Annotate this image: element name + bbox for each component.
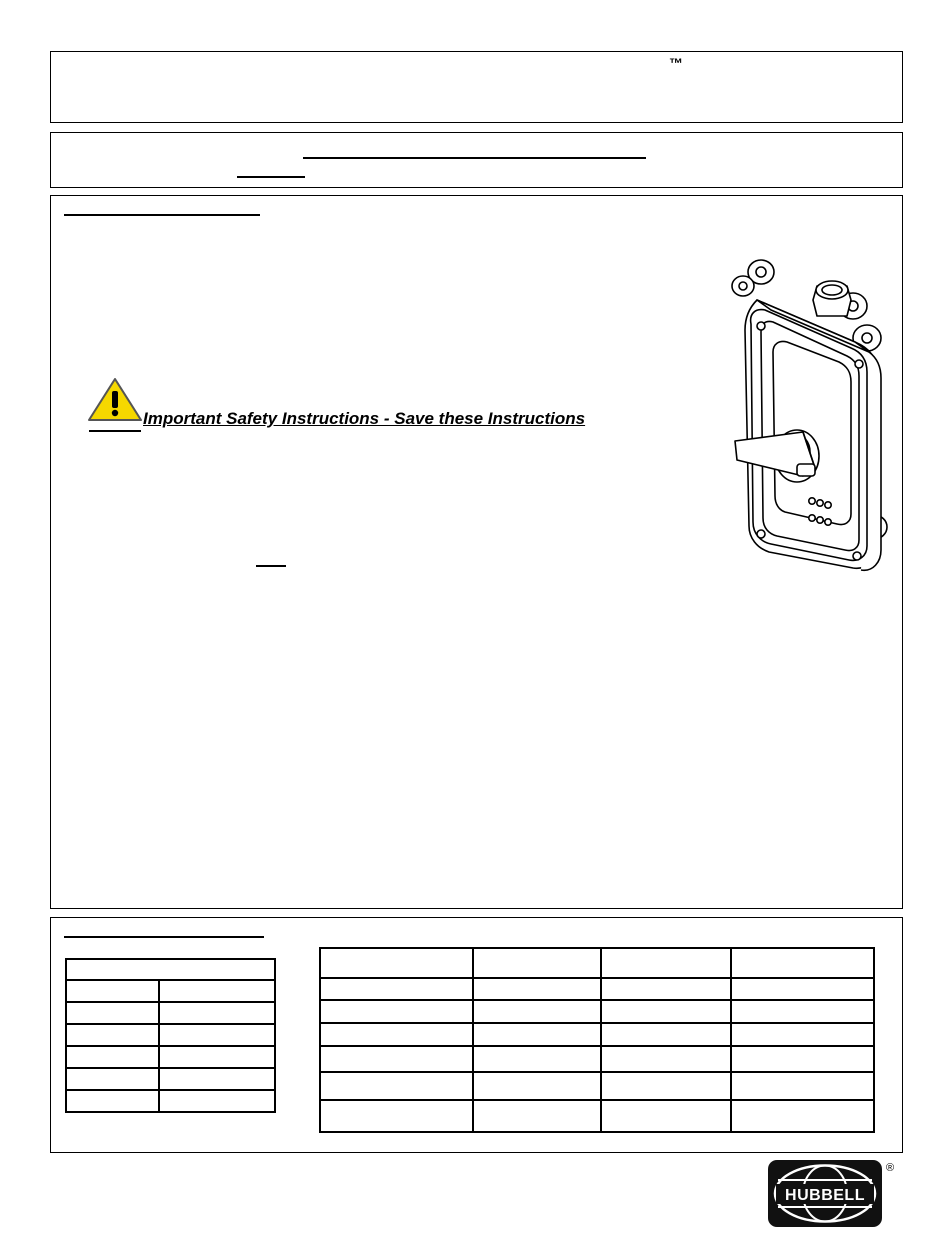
table-cell xyxy=(731,1000,874,1023)
table-cell xyxy=(731,948,874,978)
table-cell xyxy=(601,1046,731,1072)
logo-wordmark: HUBBELL xyxy=(785,1187,865,1204)
table-cell xyxy=(159,980,275,1002)
title-box xyxy=(50,51,903,123)
catalog-table xyxy=(319,947,875,1133)
table-cell xyxy=(320,1072,473,1100)
table-cell xyxy=(66,1090,159,1112)
trademark-symbol: ™ xyxy=(669,55,683,71)
table-cell xyxy=(473,1000,601,1023)
table-cell xyxy=(473,978,601,1000)
table-cell xyxy=(66,1002,159,1024)
table-cell xyxy=(731,1072,874,1100)
table-cell xyxy=(320,1046,473,1072)
table-cell xyxy=(320,978,473,1000)
safety-heading: Important Safety Instructions - Save these Instructions xyxy=(143,409,586,428)
table-cell xyxy=(159,1068,275,1090)
table-cell xyxy=(601,978,731,1000)
table-cell xyxy=(601,1023,731,1046)
table-row xyxy=(320,1100,874,1132)
table-cell xyxy=(473,948,601,978)
registered-mark: ® xyxy=(885,1162,895,1174)
table-row xyxy=(320,1023,874,1046)
table-cell xyxy=(66,1046,159,1068)
table-cell xyxy=(320,1100,473,1132)
table-row xyxy=(320,948,874,978)
section-heading-underline xyxy=(64,214,260,216)
table-cell xyxy=(159,1046,275,1068)
table-cell xyxy=(601,1072,731,1100)
note-underline xyxy=(256,565,286,567)
subtitle-underline xyxy=(303,157,646,159)
table-cell xyxy=(473,1100,601,1132)
table-row xyxy=(66,1090,275,1112)
table-row xyxy=(320,1046,874,1072)
table-cell xyxy=(731,1023,874,1046)
table-row xyxy=(66,1068,275,1090)
specifications-box xyxy=(50,917,903,1153)
table-cell xyxy=(731,1046,874,1072)
table-row xyxy=(66,959,275,980)
table-row xyxy=(66,1046,275,1068)
table-cell xyxy=(320,1000,473,1023)
enclosed-switch-drawing xyxy=(691,256,906,591)
table-cell xyxy=(473,1046,601,1072)
table-cell xyxy=(66,980,159,1002)
table-row xyxy=(320,1072,874,1100)
table-cell xyxy=(601,1100,731,1132)
table-row xyxy=(66,1002,275,1024)
table-row xyxy=(66,1024,275,1046)
table-cell xyxy=(320,948,473,978)
description-box xyxy=(50,195,903,909)
warning-icon xyxy=(87,377,143,423)
table-cell xyxy=(159,1024,275,1046)
table-cell xyxy=(320,1023,473,1046)
table-cell xyxy=(66,959,275,980)
subtitle-underline-short xyxy=(237,176,305,178)
table-cell xyxy=(731,978,874,1000)
table-cell xyxy=(601,1000,731,1023)
hubbell-logo xyxy=(766,1158,898,1230)
table-cell xyxy=(66,1024,159,1046)
ratings-table xyxy=(65,958,276,1113)
table-row xyxy=(320,978,874,1000)
safety-heading-underline-lead xyxy=(89,430,141,432)
table-cell xyxy=(159,1090,275,1112)
table-cell xyxy=(473,1072,601,1100)
table-cell xyxy=(66,1068,159,1090)
table-cell xyxy=(601,948,731,978)
table-cell xyxy=(731,1100,874,1132)
spec-heading-underline xyxy=(64,936,264,938)
table-row xyxy=(66,980,275,1002)
table-cell xyxy=(473,1023,601,1046)
table-row xyxy=(320,1000,874,1023)
subtitle-box xyxy=(50,132,903,188)
table-cell xyxy=(159,1002,275,1024)
